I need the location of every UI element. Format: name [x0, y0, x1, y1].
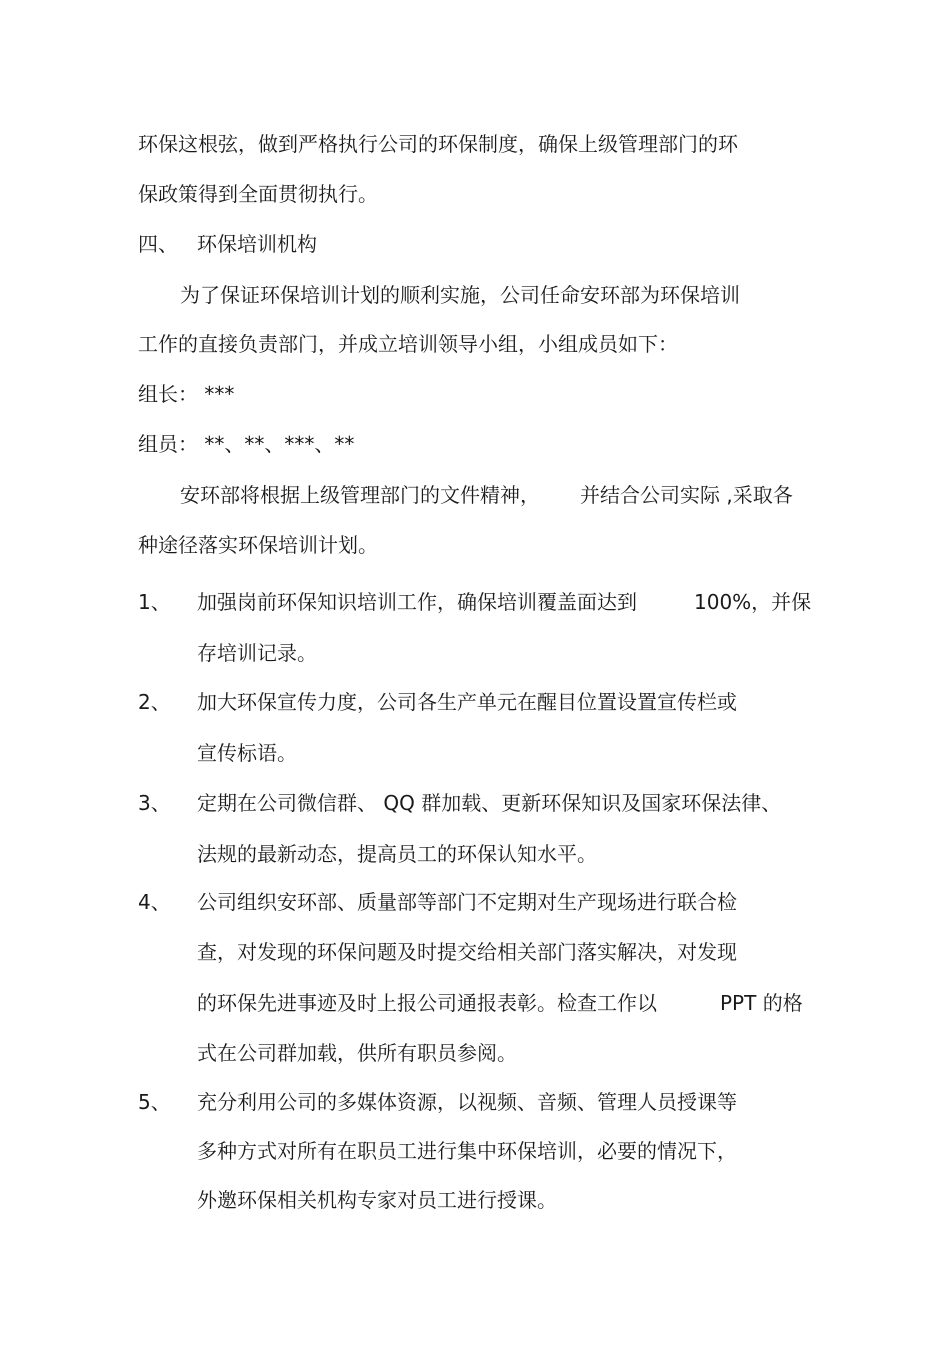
list-item-line: 的环保先进事迹及时上报公司通报表彰。检查工作以: [197, 991, 657, 1015]
list-item-line: 加强岗前环保知识培训工作，确保培训覆盖面达到: [197, 590, 637, 614]
paragraph-line: 环保这根弦，做到严格执行公司的环保制度，确保上级管理部门的环: [138, 132, 738, 156]
members-line: 组员： **、**、***、**: [138, 432, 355, 456]
list-item-line: 定期在公司微信群、 QQ 群加载、更新环保知识及国家环保法律、: [197, 791, 782, 815]
list-item-line: 查，对发现的环保问题及时提交给相关部门落实解决，对发现: [197, 940, 737, 964]
list-item-line: 外邀环保相关机构专家对员工进行授课。: [197, 1188, 557, 1212]
list-item-line: 存培训记录。: [197, 641, 317, 665]
paragraph-line: 工作的直接负责部门，并成立培训领导小组，小组成员如下：: [138, 332, 678, 356]
list-item-line: 公司组织安环部、质量部等部门不定期对生产现场进行联合检: [197, 890, 737, 914]
list-item-number: 3、: [138, 791, 171, 815]
section-title: 环保培训机构: [197, 232, 317, 256]
list-item-line: 100%，并保: [694, 590, 812, 614]
list-item-line: 法规的最新动态，提高员工的环保认知水平。: [197, 842, 597, 866]
list-item-line: 多种方式对所有在职员工进行集中环保培训，必要的情况下，: [197, 1139, 737, 1163]
leader-line: 组长： ***: [138, 382, 235, 406]
list-item-number: 2、: [138, 690, 171, 714]
paragraph-line: 种途径落实环保培训计划。: [138, 533, 378, 557]
list-item-line: 宣传标语。: [197, 741, 297, 765]
list-item-number: 5、: [138, 1090, 171, 1114]
paragraph-line: 为了保证环保培训计划的顺利实施，公司任命安环部为环保培训: [180, 283, 740, 307]
paragraph-line: 安环部将根据上级管理部门的文件精神，: [180, 483, 540, 507]
list-item-number: 1、: [138, 590, 171, 614]
paragraph-line: 保政策得到全面贯彻执行。: [138, 182, 378, 206]
list-item-line: 加大环保宣传力度，公司各生产单元在醒目位置设置宣传栏或: [197, 690, 737, 714]
section-number: 四、: [138, 232, 178, 256]
list-item-line: 式在公司群加载，供所有职员参阅。: [197, 1041, 517, 1065]
list-item-line: PPT 的格: [720, 991, 803, 1015]
paragraph-line: 并结合公司实际 ,采取各: [580, 483, 793, 507]
list-item-line: 充分利用公司的多媒体资源，以视频、音频、管理人员授课等: [197, 1090, 737, 1114]
list-item-number: 4、: [138, 890, 171, 914]
